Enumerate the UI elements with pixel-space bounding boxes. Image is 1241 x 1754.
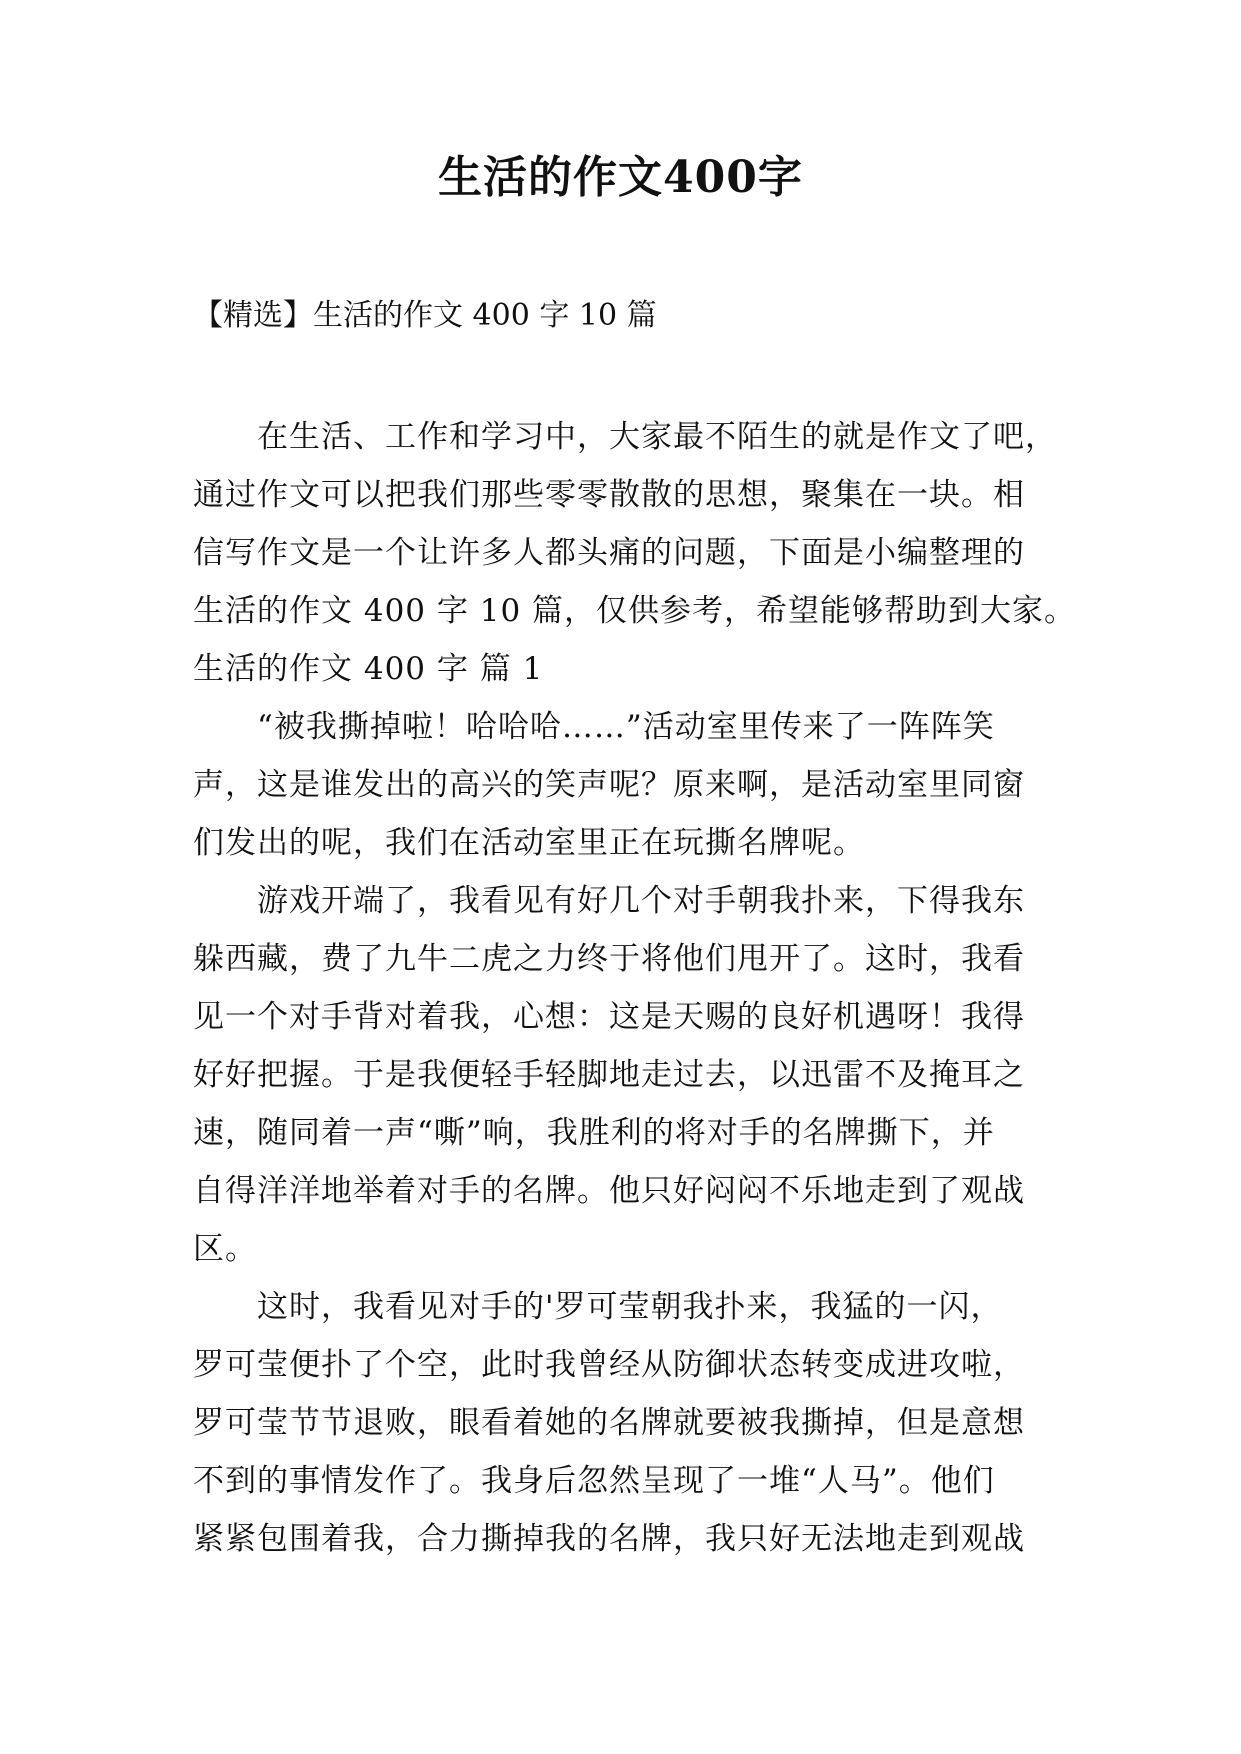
text-line: 罗可莹便扑了个空，此时我曾经从防御状态转变成进攻啦， bbox=[193, 1347, 1025, 1383]
text-line: 信写作文是一个让许多人都头痛的问题，下面是小编整理的 bbox=[193, 535, 1025, 571]
text-line: 自得洋洋地举着对手的名牌。他只好闷闷不乐地走到了观战 bbox=[193, 1173, 1025, 1209]
text-line: 生活的作文 400 字 篇 1 bbox=[193, 651, 544, 687]
text-line: 们发出的呢，我们在活动室里正在玩撕名牌呢。 bbox=[193, 825, 865, 861]
text-line: 不到的事情发作了。我身后忽然呈现了一堆“人马”。他们 bbox=[193, 1463, 995, 1499]
document-subtitle: 【精选】生活的作文 400 字 10 篇 bbox=[193, 298, 657, 333]
text-line: 游戏开端了，我看见有好几个对手朝我扑来，下得我东 bbox=[257, 883, 1025, 919]
text-line: 通过作文可以把我们那些零零散散的思想，聚集在一块。相 bbox=[193, 477, 1025, 513]
text-line: 好好把握。于是我便轻手轻脚地走过去，以迅雷不及掩耳之 bbox=[193, 1057, 1025, 1093]
text-line: 见一个对手背对着我，心想：这是天赐的良好机遇呀！我得 bbox=[193, 999, 1025, 1035]
text-line: 紧紧包围着我，合力撕掉我的名牌，我只好无法地走到观战 bbox=[193, 1521, 1025, 1557]
text-line: 罗可莹节节退败，眼看着她的名牌就要被我撕掉，但是意想 bbox=[193, 1405, 1025, 1441]
text-line: 在生活、工作和学习中，大家最不陌生的就是作文了吧， bbox=[257, 419, 1057, 455]
text-line: 声，这是谁发出的高兴的笑声呢？原来啊，是活动室里同窗 bbox=[193, 767, 1025, 803]
text-line: 速，随同着一声“嘶”响，我胜利的将对手的名牌撕下，并 bbox=[193, 1115, 995, 1151]
text-line: 生活的作文 400 字 10 篇，仅供参考，希望能够帮助到大家。 bbox=[193, 593, 1077, 629]
text-line: 这时，我看见对手的'罗可莹朝我扑来，我猛的一闪， bbox=[257, 1289, 1003, 1325]
document-title: 生活的作文400字 bbox=[438, 152, 803, 203]
text-line: 躲西藏，费了九牛二虎之力终于将他们甩开了。这时，我看 bbox=[193, 941, 1025, 977]
text-line: “被我撕掉啦！哈哈哈……”活动室里传来了一阵阵笑 bbox=[257, 709, 995, 745]
document-body bbox=[193, 408, 1077, 1568]
text-line: 区。 bbox=[193, 1231, 257, 1267]
